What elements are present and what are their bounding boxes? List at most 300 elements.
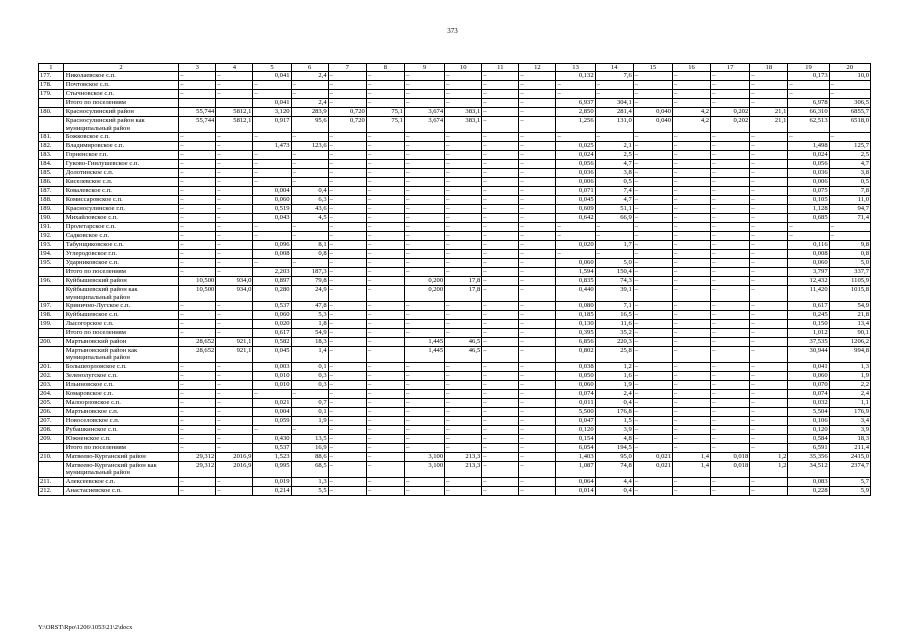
value-cell: – xyxy=(672,99,710,108)
value-cell: – xyxy=(750,232,788,241)
value-cell: – xyxy=(711,380,750,389)
value-cell: – xyxy=(216,362,253,371)
header-cell: 20 xyxy=(829,64,870,72)
value-cell: – xyxy=(750,196,788,205)
value-cell: – xyxy=(633,398,672,407)
settlement-name: Долотинское с.п. xyxy=(63,169,178,178)
value-cell: 0,041 xyxy=(788,362,829,371)
value-cell: – xyxy=(672,223,710,232)
value-cell: 0,4 xyxy=(595,398,633,407)
value-cell: – xyxy=(711,133,750,142)
value-cell: – xyxy=(556,223,595,232)
value-cell: – xyxy=(750,99,788,108)
value-cell: – xyxy=(445,302,482,311)
value-cell: – xyxy=(519,434,556,443)
value-cell: 1,445 xyxy=(404,347,444,363)
table-row xyxy=(39,196,871,205)
value-cell: 55,744 xyxy=(179,108,216,117)
table-row xyxy=(39,320,871,329)
value-cell: – xyxy=(366,90,404,99)
value-cell: 0,440 xyxy=(556,286,595,302)
value-cell: – xyxy=(633,338,672,347)
value-cell: – xyxy=(291,169,328,178)
value-cell: – xyxy=(482,416,519,425)
value-cell: 16,9 xyxy=(291,443,328,452)
value-cell: – xyxy=(482,133,519,142)
value-cell: 1,087 xyxy=(556,461,595,477)
value-cell: 0,200 xyxy=(404,286,444,302)
table-row xyxy=(39,250,871,259)
value-cell: 0,047 xyxy=(556,416,595,425)
value-cell: – xyxy=(328,452,366,461)
value-cell: – xyxy=(711,268,750,277)
value-cell: – xyxy=(482,241,519,250)
value-cell: – xyxy=(179,320,216,329)
value-cell: – xyxy=(179,81,216,90)
value-cell: 1,5 xyxy=(595,416,633,425)
value-cell: – xyxy=(328,277,366,286)
value-cell: 5,504 xyxy=(788,407,829,416)
value-cell: 0,8 xyxy=(829,250,870,259)
value-cell: – xyxy=(179,232,216,241)
value-cell: – xyxy=(445,389,482,398)
row-number: 183. xyxy=(39,151,64,160)
value-cell: – xyxy=(328,196,366,205)
value-cell: 3,100 xyxy=(404,452,444,461)
value-cell: – xyxy=(179,205,216,214)
value-cell: – xyxy=(672,486,710,495)
value-cell: – xyxy=(179,443,216,452)
value-cell: – xyxy=(633,347,672,363)
header-cell: 8 xyxy=(366,64,404,72)
value-cell: – xyxy=(445,72,482,81)
value-cell: – xyxy=(672,389,710,398)
value-cell: – xyxy=(404,329,444,338)
value-cell: – xyxy=(672,425,710,434)
value-cell: – xyxy=(672,277,710,286)
value-cell: – xyxy=(366,232,404,241)
value-cell: – xyxy=(404,241,444,250)
settlement-name: Итого по поселениям xyxy=(63,329,178,338)
value-cell: – xyxy=(482,311,519,320)
value-cell: 74,3 xyxy=(595,277,633,286)
value-cell: 29,312 xyxy=(179,452,216,461)
value-cell: – xyxy=(366,151,404,160)
settlement-name: Новоселовское с.п. xyxy=(63,416,178,425)
value-cell: – xyxy=(711,214,750,223)
value-cell: 0,021 xyxy=(633,452,672,461)
settlement-name: Божковское с.п. xyxy=(63,133,178,142)
value-cell: – xyxy=(750,268,788,277)
value-cell: – xyxy=(179,178,216,187)
value-cell: – xyxy=(711,277,750,286)
value-cell: 211,4 xyxy=(829,443,870,452)
value-cell: – xyxy=(216,250,253,259)
value-cell: – xyxy=(633,99,672,108)
value-cell: – xyxy=(328,286,366,302)
value-cell: – xyxy=(482,223,519,232)
value-cell: – xyxy=(750,416,788,425)
value-cell: – xyxy=(672,81,710,90)
value-cell: 79,8 xyxy=(291,277,328,286)
value-cell: – xyxy=(519,389,556,398)
value-cell: – xyxy=(672,477,710,486)
value-cell: – xyxy=(366,302,404,311)
value-cell: – xyxy=(633,380,672,389)
value-cell: – xyxy=(253,81,291,90)
table-row xyxy=(39,407,871,416)
value-cell: – xyxy=(216,380,253,389)
value-cell: – xyxy=(711,347,750,363)
table-row xyxy=(39,329,871,338)
value-cell: – xyxy=(445,196,482,205)
value-cell: – xyxy=(633,371,672,380)
value-cell: 10,500 xyxy=(179,277,216,286)
value-cell: – xyxy=(519,380,556,389)
value-cell: – xyxy=(482,232,519,241)
header-cell: 19 xyxy=(788,64,829,72)
value-cell: – xyxy=(482,371,519,380)
value-cell: – xyxy=(672,205,710,214)
settlement-name: Красносулинское г.п. xyxy=(63,205,178,214)
value-cell: – xyxy=(633,268,672,277)
value-cell: – xyxy=(328,302,366,311)
value-cell: 934,0 xyxy=(216,286,253,302)
value-cell: 3,4 xyxy=(829,416,870,425)
value-cell: 95,6 xyxy=(291,117,328,133)
value-cell: – xyxy=(179,416,216,425)
value-cell: – xyxy=(633,133,672,142)
value-cell: – xyxy=(750,371,788,380)
value-cell: 2,5 xyxy=(595,151,633,160)
value-cell: – xyxy=(445,178,482,187)
value-cell: – xyxy=(519,160,556,169)
value-cell: 0,006 xyxy=(556,178,595,187)
value-cell: – xyxy=(328,486,366,495)
value-cell: – xyxy=(519,347,556,363)
value-cell: 54,9 xyxy=(829,302,870,311)
value-cell: – xyxy=(291,160,328,169)
value-cell: 0,004 xyxy=(253,407,291,416)
value-cell: – xyxy=(519,425,556,434)
value-cell: 0,018 xyxy=(711,461,750,477)
value-cell: – xyxy=(253,169,291,178)
value-cell: – xyxy=(633,259,672,268)
value-cell: 0,060 xyxy=(253,196,291,205)
value-cell: – xyxy=(366,178,404,187)
value-cell: – xyxy=(445,380,482,389)
value-cell: – xyxy=(519,329,556,338)
table-row xyxy=(39,142,871,151)
value-cell: – xyxy=(445,486,482,495)
value-cell: 1015,8 xyxy=(829,286,870,302)
value-cell: – xyxy=(633,434,672,443)
value-cell: – xyxy=(750,169,788,178)
value-cell: 1,6 xyxy=(595,371,633,380)
value-cell: – xyxy=(750,302,788,311)
value-cell: – xyxy=(672,286,710,302)
value-cell: – xyxy=(179,407,216,416)
value-cell: – xyxy=(291,151,328,160)
value-cell: – xyxy=(179,151,216,160)
value-cell: – xyxy=(672,72,710,81)
value-cell: 13,4 xyxy=(829,320,870,329)
row-number: 189. xyxy=(39,205,64,214)
header-cell: 17 xyxy=(711,64,750,72)
value-cell: 4,7 xyxy=(595,196,633,205)
settlement-name: Кринично-Лугское с.п. xyxy=(63,302,178,311)
value-cell: – xyxy=(672,160,710,169)
value-cell: – xyxy=(711,72,750,81)
value-cell: – xyxy=(672,90,710,99)
value-cell: 1,2 xyxy=(750,461,788,477)
value-cell: – xyxy=(519,133,556,142)
value-cell: – xyxy=(404,214,444,223)
value-cell: – xyxy=(291,232,328,241)
table-row xyxy=(39,362,871,371)
value-cell: 5812,1 xyxy=(216,117,253,133)
value-cell: – xyxy=(404,443,444,452)
header-cell: 5 xyxy=(253,64,291,72)
value-cell: – xyxy=(482,178,519,187)
value-cell: – xyxy=(366,371,404,380)
value-cell: – xyxy=(633,214,672,223)
value-cell: 0,7 xyxy=(291,398,328,407)
value-cell: – xyxy=(672,443,710,452)
value-cell: – xyxy=(445,214,482,223)
value-cell: – xyxy=(672,347,710,363)
value-cell: 3,9 xyxy=(829,425,870,434)
value-cell: – xyxy=(750,160,788,169)
value-cell: – xyxy=(750,286,788,302)
settlement-name: Комиссаровское с.п. xyxy=(63,196,178,205)
value-cell: 5,7 xyxy=(829,477,870,486)
value-cell: – xyxy=(179,214,216,223)
value-cell: – xyxy=(328,362,366,371)
value-cell: – xyxy=(595,90,633,99)
value-cell: – xyxy=(445,311,482,320)
table-body xyxy=(39,64,871,496)
header-cell: 3 xyxy=(179,64,216,72)
value-cell: 0,060 xyxy=(253,311,291,320)
value-cell: – xyxy=(482,187,519,196)
value-cell: – xyxy=(216,302,253,311)
settlement-name: Большеорловское с.п. xyxy=(63,362,178,371)
table-row xyxy=(39,434,871,443)
row-number: 198. xyxy=(39,311,64,320)
value-cell: – xyxy=(672,196,710,205)
value-cell: – xyxy=(672,320,710,329)
value-cell: – xyxy=(366,72,404,81)
value-cell: – xyxy=(711,434,750,443)
value-cell: 35,356 xyxy=(788,452,829,461)
row-number: 184. xyxy=(39,160,64,169)
value-cell: – xyxy=(711,81,750,90)
value-cell: 62,513 xyxy=(788,117,829,133)
value-cell: 1,594 xyxy=(556,268,595,277)
value-cell: 25,8 xyxy=(595,347,633,363)
value-cell: – xyxy=(633,407,672,416)
value-cell: – xyxy=(482,117,519,133)
value-cell: – xyxy=(711,329,750,338)
value-cell: – xyxy=(366,81,404,90)
value-cell: 4,2 xyxy=(672,117,710,133)
value-cell: – xyxy=(404,99,444,108)
value-cell: – xyxy=(253,425,291,434)
value-cell: – xyxy=(216,232,253,241)
value-cell: – xyxy=(711,223,750,232)
header-cell: 14 xyxy=(595,64,633,72)
value-cell: 0,074 xyxy=(556,389,595,398)
value-cell: – xyxy=(445,151,482,160)
value-cell: – xyxy=(519,223,556,232)
row-number: 207. xyxy=(39,416,64,425)
settlement-name: Комаровское с.п. xyxy=(63,389,178,398)
value-cell: – xyxy=(519,72,556,81)
value-cell: 1,473 xyxy=(253,142,291,151)
table-row xyxy=(39,133,871,142)
value-cell: 0,116 xyxy=(788,241,829,250)
value-cell: – xyxy=(404,362,444,371)
value-cell: – xyxy=(366,311,404,320)
row-number: 187. xyxy=(39,187,64,196)
row-number: 181. xyxy=(39,133,64,142)
value-cell: 921,1 xyxy=(216,338,253,347)
value-cell: 94,7 xyxy=(829,205,870,214)
value-cell: – xyxy=(482,389,519,398)
value-cell: – xyxy=(179,389,216,398)
value-cell: 383,1 xyxy=(445,108,482,117)
row-number: 195. xyxy=(39,259,64,268)
value-cell: – xyxy=(482,142,519,151)
settlement-name: Рубашкинское с.п. xyxy=(63,425,178,434)
value-cell: – xyxy=(179,142,216,151)
value-cell: – xyxy=(366,338,404,347)
value-cell: 1,4 xyxy=(672,461,710,477)
value-cell: 0,130 xyxy=(556,320,595,329)
value-cell: 6,591 xyxy=(788,443,829,452)
row-number: 182. xyxy=(39,142,64,151)
value-cell: – xyxy=(672,380,710,389)
value-cell: 0,060 xyxy=(788,259,829,268)
value-cell: – xyxy=(179,362,216,371)
header-cell: 16 xyxy=(672,64,710,72)
value-cell: – xyxy=(711,362,750,371)
value-cell: – xyxy=(404,133,444,142)
value-cell: 0,071 xyxy=(556,187,595,196)
value-cell: – xyxy=(711,398,750,407)
table-row xyxy=(39,90,871,99)
value-cell: – xyxy=(482,329,519,338)
value-cell: – xyxy=(711,241,750,250)
value-cell: – xyxy=(216,259,253,268)
value-cell: – xyxy=(328,443,366,452)
value-cell: 125,7 xyxy=(829,142,870,151)
value-cell: 0,011 xyxy=(556,398,595,407)
value-cell: – xyxy=(711,407,750,416)
value-cell: – xyxy=(366,443,404,452)
value-cell: – xyxy=(633,389,672,398)
value-cell: – xyxy=(482,151,519,160)
value-cell: 0,040 xyxy=(633,117,672,133)
value-cell: – xyxy=(519,196,556,205)
value-cell: – xyxy=(366,268,404,277)
settlement-name: Лысогорское с.п. xyxy=(63,320,178,329)
value-cell: – xyxy=(672,214,710,223)
value-cell: – xyxy=(366,320,404,329)
value-cell: – xyxy=(179,196,216,205)
value-cell: – xyxy=(519,169,556,178)
value-cell: – xyxy=(366,277,404,286)
value-cell: – xyxy=(672,259,710,268)
value-cell: – xyxy=(216,151,253,160)
value-cell: – xyxy=(750,398,788,407)
value-cell: 0,010 xyxy=(253,371,291,380)
table-row xyxy=(39,223,871,232)
table-row xyxy=(39,151,871,160)
value-cell: – xyxy=(328,160,366,169)
value-cell: – xyxy=(482,461,519,477)
value-cell: – xyxy=(404,90,444,99)
value-cell: – xyxy=(829,232,870,241)
value-cell: – xyxy=(404,259,444,268)
value-cell: – xyxy=(366,477,404,486)
value-cell: – xyxy=(404,486,444,495)
value-cell: 6,978 xyxy=(788,99,829,108)
value-cell: – xyxy=(482,277,519,286)
value-cell: 0,617 xyxy=(253,329,291,338)
row-number: 197. xyxy=(39,302,64,311)
value-cell: – xyxy=(216,160,253,169)
value-cell: – xyxy=(328,434,366,443)
value-cell: – xyxy=(711,160,750,169)
value-cell: – xyxy=(519,302,556,311)
value-cell: 3,8 xyxy=(829,169,870,178)
value-cell: – xyxy=(328,389,366,398)
value-cell: 994,8 xyxy=(829,347,870,363)
value-cell: – xyxy=(711,320,750,329)
value-cell: 2,1 xyxy=(595,142,633,151)
value-cell: – xyxy=(179,477,216,486)
value-cell: 0,056 xyxy=(788,160,829,169)
value-cell: – xyxy=(633,90,672,99)
value-cell: – xyxy=(672,329,710,338)
value-cell: – xyxy=(328,338,366,347)
value-cell: – xyxy=(253,178,291,187)
value-cell: 0,020 xyxy=(253,320,291,329)
value-cell: – xyxy=(556,250,595,259)
value-cell: 75,1 xyxy=(366,108,404,117)
value-cell: – xyxy=(672,133,710,142)
value-cell: 131,0 xyxy=(595,117,633,133)
row-number xyxy=(39,461,64,477)
header-cell: 4 xyxy=(216,64,253,72)
value-cell: – xyxy=(404,151,444,160)
value-cell: 1105,9 xyxy=(829,277,870,286)
value-cell: – xyxy=(519,99,556,108)
value-cell: 1,1 xyxy=(829,398,870,407)
value-cell: – xyxy=(328,90,366,99)
value-cell: – xyxy=(328,416,366,425)
value-cell: – xyxy=(595,232,633,241)
value-cell: – xyxy=(711,416,750,425)
value-cell: – xyxy=(366,389,404,398)
value-cell: 4,8 xyxy=(595,434,633,443)
value-cell: 0,1 xyxy=(291,407,328,416)
value-cell: – xyxy=(445,434,482,443)
table-header-row xyxy=(39,64,871,72)
settlement-name: Стычновское с.п. xyxy=(63,90,178,99)
